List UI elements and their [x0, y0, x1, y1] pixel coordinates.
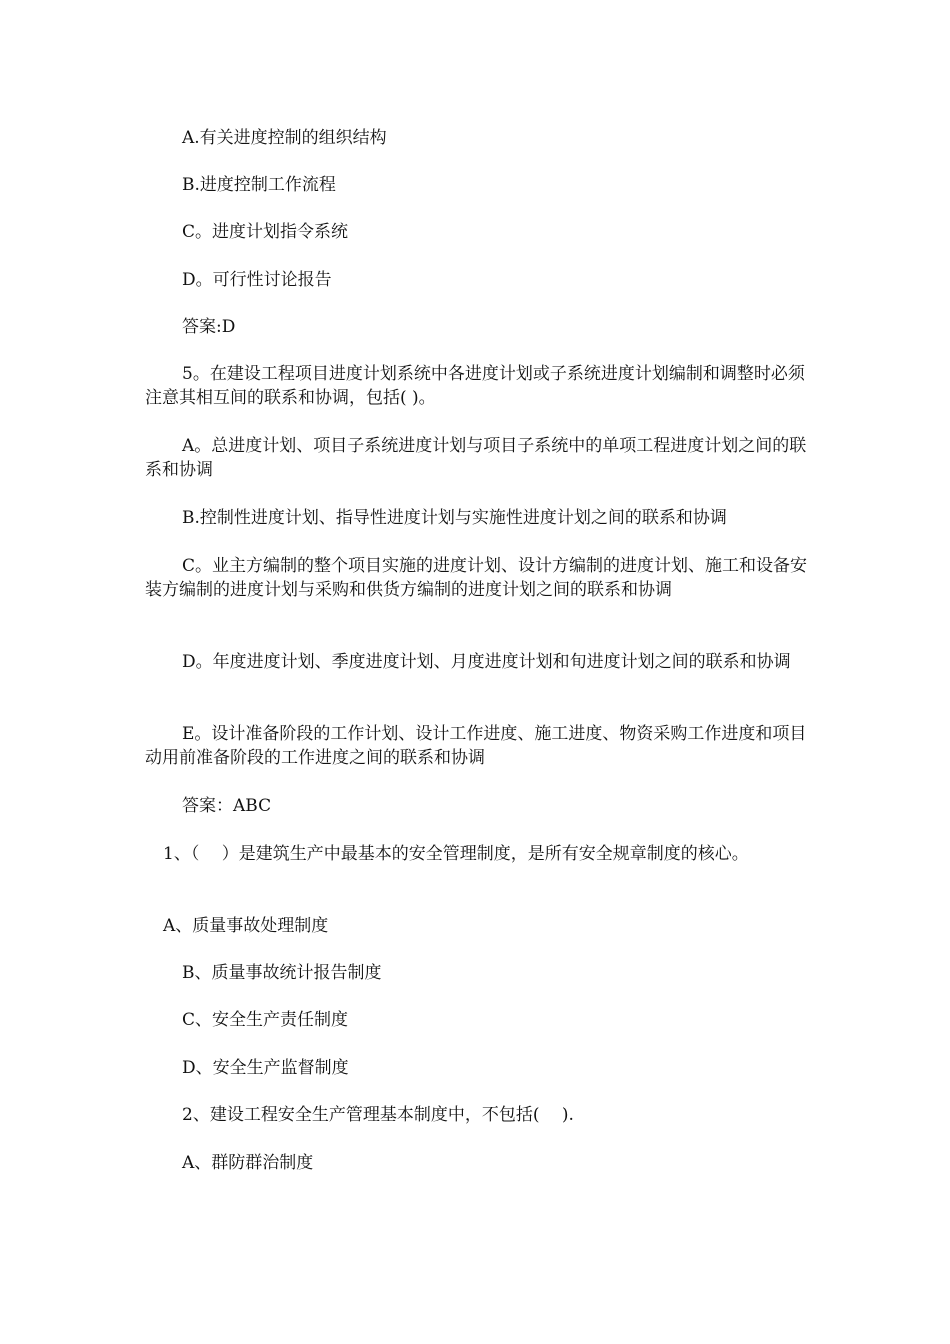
question-2: 2、建设工程安全生产管理基本制度中，不包括( ). — [182, 1105, 574, 1125]
option-b-q5: B.控制性进度计划、指导性进度计划与实施性进度计划之间的联系和协调 — [182, 508, 727, 528]
option-c-q5: C。业主方编制的整个项目实施的进度计划、设计方编制的进度计划、施工和设备安装方编制的进度计划与采购和供货方编制的进度计划之间的联系和协调 — [145, 556, 808, 600]
option-c-q4: C。进度计划指令系统 — [182, 222, 349, 242]
option-b-q4: B.进度控制工作流程 — [182, 175, 336, 195]
option-d-q1: D、安全生产监督制度 — [182, 1058, 349, 1078]
option-a-q1: A、质量事故处理制度 — [163, 916, 329, 936]
option-d-q4: D。可行性讨论报告 — [182, 270, 332, 290]
option-a-q5: A。总进度计划、项目子系统进度计划与项目子系统中的单项工程进度计划之间的联系和协调 — [145, 436, 807, 480]
option-b-q1: B、质量事故统计报告制度 — [182, 963, 382, 983]
answer-q5: 答案：ABC — [182, 796, 272, 816]
option-c-q1: C、安全生产责任制度 — [182, 1010, 349, 1030]
option-a-q2: A、群防群治制度 — [182, 1153, 314, 1173]
option-d-q5: D。年度进度计划、季度进度计划、月度进度计划和旬进度计划之间的联系和协调 — [182, 652, 791, 672]
question-5: 5。在建设工程项目进度计划系统中各进度计划或子系统进度计划编制和调整时必须注意其相互间的联系和协调，包括( )。 — [145, 364, 805, 408]
option-e-q5: E。设计准备阶段的工作计划、设计工作进度、施工进度、物资采购工作进度和项目动用前准备阶段的工作进度之间的联系和协调 — [145, 724, 807, 768]
answer-q4: 答案:D — [182, 317, 236, 337]
option-a-q4: A.有关进度控制的组织结构 — [182, 128, 387, 148]
question-1: 1、（ ）是建筑生产中最基本的安全管理制度，是所有安全规章制度的核心。 — [163, 844, 749, 864]
